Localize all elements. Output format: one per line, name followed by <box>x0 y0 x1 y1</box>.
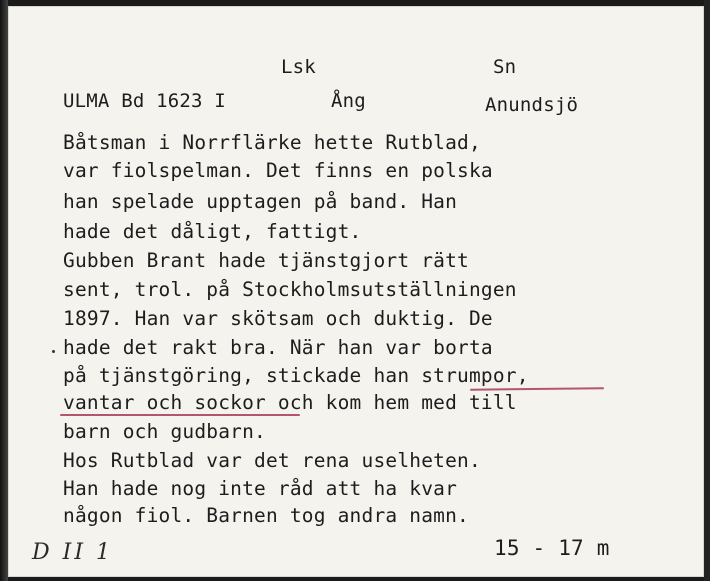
page-range: 15 - 17 m <box>494 536 610 560</box>
ink-dot <box>52 350 55 353</box>
archive-reference: ULMA Bd 1623 I <box>63 90 226 112</box>
body-line-13: Han hade nog inte råd att ha kvar <box>63 477 458 500</box>
scan-edge-right <box>704 0 710 581</box>
body-line-11: barn och gudbarn. <box>63 420 266 443</box>
handwritten-mark: D II 1 <box>32 540 114 565</box>
body-line-8: hade det rakt bra. När han var borta <box>63 336 493 359</box>
header-row1-left: Lsk <box>281 56 316 78</box>
parish-label: Anundsjö <box>485 94 579 116</box>
body-line-10: vantar och sockor och kom hem med till <box>63 391 517 414</box>
region-label: Ång <box>331 90 366 112</box>
body-line-4: hade det dåligt, fattigt. <box>63 220 362 243</box>
body-line-2: var fiolspelman. Det finns en polska <box>63 159 493 182</box>
body-line-5: Gubben Brant hade tjänstgjort rätt <box>63 249 469 272</box>
header-row1-right: Sn <box>493 56 517 78</box>
body-line-1: Båtsman i Norrflärke hette Rutblad, <box>63 131 481 154</box>
body-line-7: 1897. Han var skötsam och duktig. De <box>63 307 493 330</box>
body-line-9: på tjänstgöring, stickade han strumpor, <box>63 364 529 387</box>
scan-edge-left <box>0 0 8 581</box>
body-line-6: sent, trol. på Stockholmsutställningen <box>63 278 517 301</box>
body-line-3: han spelade upptagen på band. Han <box>63 190 458 213</box>
underline-vantar-och-sockor <box>60 414 300 416</box>
body-line-14: någon fiol. Barnen tog andra namn. <box>63 504 469 527</box>
body-line-12: Hos Rutblad var det rena uselheten. <box>63 449 481 472</box>
